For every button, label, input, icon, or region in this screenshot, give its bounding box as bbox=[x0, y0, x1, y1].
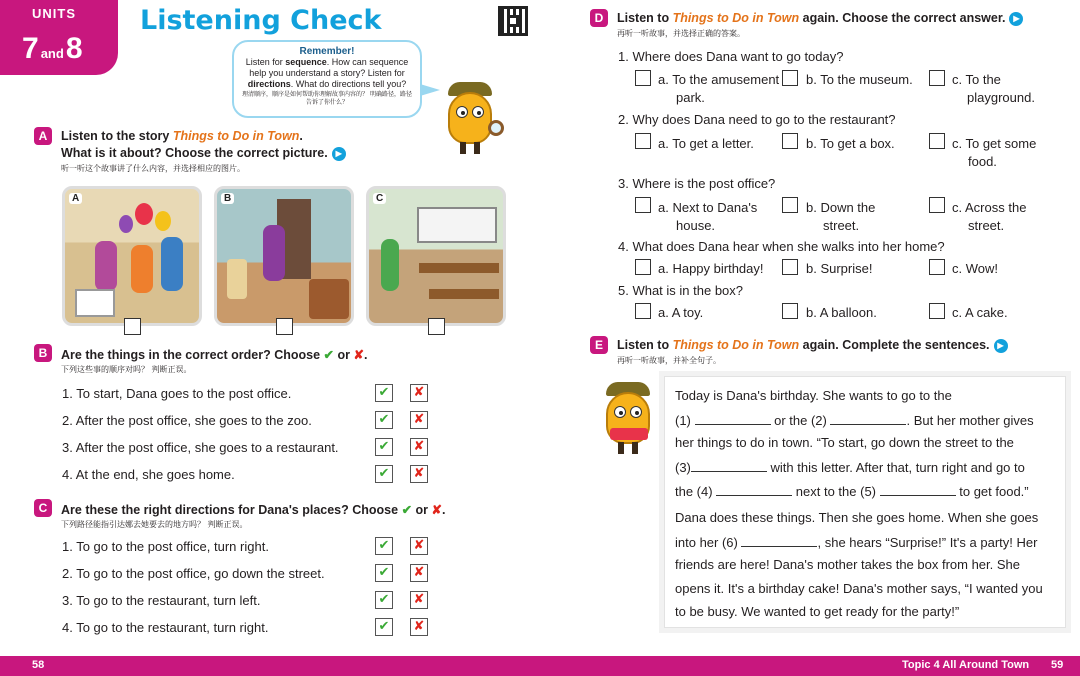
d5-option-b-box[interactable] bbox=[782, 303, 798, 319]
d-question-1: 1. Where does Dana want to go today? bbox=[618, 49, 844, 64]
picture-c-label: C bbox=[373, 193, 386, 204]
unit-a: 7 bbox=[22, 32, 39, 65]
c-item-4: 4. To go to the restaurant, turn right. bbox=[62, 620, 269, 635]
b1-cross-box[interactable]: ✘ bbox=[410, 384, 428, 402]
passage-line-1: Today is Dana's birthday. She wants to go to the bbox=[675, 388, 952, 403]
section-a-chinese: 听一听这个故事讲了什么内容，并选择相应的图片。 bbox=[61, 164, 245, 173]
d3-option-b-box[interactable] bbox=[782, 197, 798, 213]
d3-option-b: b. Down the street. bbox=[806, 200, 876, 233]
d1-option-b-box[interactable] bbox=[782, 70, 798, 86]
section-c-question: Are these the right directions for Dana's places? Choose ✔ or ✘. bbox=[61, 503, 446, 517]
d5-option-a: a. A toy. bbox=[658, 305, 704, 320]
blank-1[interactable] bbox=[695, 412, 771, 425]
remember-title: Remember! bbox=[299, 46, 355, 57]
d5-option-c-box[interactable] bbox=[929, 303, 945, 319]
c1-cross-box[interactable]: ✘ bbox=[410, 537, 428, 555]
d-question-3: 3. Where is the post office? bbox=[618, 176, 776, 191]
passage-line-9: opens it. It's a birthday cake! Dana's mother says, “I wanted you bbox=[675, 581, 1043, 596]
section-d-heading: Listen to Things to Do in Town again. Choose the correct answer. ▶ bbox=[617, 11, 1023, 26]
picture-b-checkbox[interactable] bbox=[276, 318, 293, 335]
d3-option-c: c. Across the street. bbox=[952, 200, 1027, 233]
blank-5[interactable] bbox=[880, 483, 956, 496]
section-e-heading: Listen to Things to Do in Town again. Complete the sentences. ▶ bbox=[617, 338, 1008, 353]
section-e-badge: E bbox=[590, 336, 608, 354]
footer-bar bbox=[0, 656, 1080, 676]
section-a-badge: A bbox=[34, 127, 52, 145]
passage-box bbox=[664, 376, 1066, 628]
d3-option-a-box[interactable] bbox=[635, 197, 651, 213]
d3-option-c-box[interactable] bbox=[929, 197, 945, 213]
blank-4[interactable] bbox=[716, 483, 792, 496]
d4-option-c-box[interactable] bbox=[929, 259, 945, 275]
c-item-2: 2. To go to the post office, go down the street. bbox=[62, 566, 325, 581]
d1-option-a-box[interactable] bbox=[635, 70, 651, 86]
d4-option-a: a. Happy birthday! bbox=[658, 261, 764, 276]
c2-cross-box[interactable]: ✘ bbox=[410, 564, 428, 582]
passage-line-6: Dana does these things. Then she goes home. When she goes bbox=[675, 510, 1039, 525]
d3-option-a: a. Next to Dana's house. bbox=[658, 200, 758, 233]
bubble-tail bbox=[420, 84, 440, 96]
d2-option-b: b. To get a box. bbox=[806, 136, 895, 151]
section-e-chinese: 再听一听故事，并补全句子。 bbox=[617, 356, 721, 365]
picture-a-party[interactable] bbox=[62, 186, 202, 326]
mascot-magnifier-image bbox=[440, 76, 502, 156]
c1-check-box[interactable]: ✔ bbox=[375, 537, 393, 555]
section-c-chinese: 下列路径能指引达娜去她要去的地方吗？ 判断正误。 bbox=[61, 520, 248, 529]
c4-check-box[interactable]: ✔ bbox=[375, 618, 393, 636]
b-item-2: 2. After the post office, she goes to the zoo. bbox=[62, 413, 312, 428]
d1-option-c-box[interactable] bbox=[929, 70, 945, 86]
audio-speaker-icon[interactable]: ▶ bbox=[1009, 12, 1023, 26]
c-item-3: 3. To go to the restaurant, turn left. bbox=[62, 593, 261, 608]
units-label: UNITS bbox=[32, 6, 76, 21]
d4-option-a-box[interactable] bbox=[635, 259, 651, 275]
picture-a-label: A bbox=[69, 193, 82, 204]
passage-line-10: to be busy. We wanted to get ready for the party!” bbox=[675, 604, 960, 619]
section-b-question: Are the things in the correct order? Choose ✔ or ✘. bbox=[61, 348, 368, 362]
section-b-badge: B bbox=[34, 344, 52, 362]
units-number bbox=[22, 32, 83, 66]
passage-line-5: the (4) next to the (5) to get food.” bbox=[675, 484, 1029, 499]
section-c-badge: C bbox=[34, 499, 52, 517]
section-b-chinese: 下列这些事的顺序对吗？ 判断正误。 bbox=[61, 365, 192, 374]
c4-cross-box[interactable]: ✘ bbox=[410, 618, 428, 636]
picture-b-house[interactable] bbox=[214, 186, 354, 326]
d-question-5: 5. What is in the box? bbox=[618, 283, 744, 298]
d1-option-a: a. To the amusement park. bbox=[658, 72, 780, 105]
b2-check-box[interactable]: ✔ bbox=[375, 411, 393, 429]
picture-c-checkbox[interactable] bbox=[428, 318, 445, 335]
picture-b-label: B bbox=[221, 193, 234, 204]
b4-cross-box[interactable]: ✘ bbox=[410, 465, 428, 483]
b3-check-box[interactable]: ✔ bbox=[375, 438, 393, 456]
d2-option-b-box[interactable] bbox=[782, 133, 798, 149]
units-tab bbox=[0, 0, 118, 75]
qr-code-icon[interactable] bbox=[498, 6, 528, 36]
left-page-number: 58 bbox=[32, 659, 45, 671]
mascot-reading-image bbox=[598, 376, 660, 456]
passage-line-4: (3) with this letter. After that, turn right and go to bbox=[675, 460, 1025, 475]
remember-text: Listen for sequence. How can sequence help you understand a story? Listen for directions. What do directions tell you? bbox=[245, 57, 409, 89]
d-question-2: 2. Why does Dana need to go to the restaurant? bbox=[618, 112, 896, 127]
b4-check-box[interactable]: ✔ bbox=[375, 465, 393, 483]
blank-3[interactable] bbox=[691, 459, 767, 472]
b1-check-box[interactable]: ✔ bbox=[375, 384, 393, 402]
d1-option-c: c. To the playground. bbox=[952, 72, 1035, 105]
section-d-chinese: 再听一听故事，并选择正确的答案。 bbox=[617, 29, 745, 38]
d-question-4: 4. What does Dana hear when she walks into her home? bbox=[618, 239, 945, 254]
d2-option-a-box[interactable] bbox=[635, 133, 651, 149]
d4-option-b: b. Surprise! bbox=[806, 261, 873, 276]
b-item-1: 1. To start, Dana goes to the post office. bbox=[62, 386, 292, 401]
d5-option-a-box[interactable] bbox=[635, 303, 651, 319]
passage-line-8: friends are here! Dana's mother takes the box from her. She bbox=[675, 557, 1020, 572]
picture-a-checkbox[interactable] bbox=[124, 318, 141, 335]
d2-option-a: a. To get a letter. bbox=[658, 136, 754, 151]
d5-option-c: c. A cake. bbox=[952, 305, 1008, 320]
d2-option-c-box[interactable] bbox=[929, 133, 945, 149]
section-d-badge: D bbox=[590, 9, 608, 27]
c-item-1: 1. To go to the post office, turn right. bbox=[62, 539, 269, 554]
remember-bubble bbox=[232, 40, 422, 118]
d5-option-b: b. A balloon. bbox=[806, 305, 877, 320]
c2-check-box[interactable]: ✔ bbox=[375, 564, 393, 582]
passage-line-7: into her (6) , she hears “Surprise!” It's a party! Her bbox=[675, 535, 1038, 550]
right-page-number: 59 bbox=[1051, 659, 1064, 671]
page-title: Listening Check bbox=[140, 5, 382, 36]
c3-check-box[interactable]: ✔ bbox=[375, 591, 393, 609]
picture-c-classroom[interactable] bbox=[366, 186, 506, 326]
d1-option-b: b. To the museum. bbox=[806, 72, 913, 87]
magnifier-icon bbox=[488, 120, 504, 136]
blank-2[interactable] bbox=[830, 412, 906, 425]
remember-chinese: 理清顺序，顺序是如何帮助你理解故事内容的？ 明确路径，路径告诉了你什么？ bbox=[242, 91, 412, 106]
d4-option-b-box[interactable] bbox=[782, 259, 798, 275]
audio-speaker-icon[interactable]: ▶ bbox=[994, 339, 1008, 353]
book-icon bbox=[610, 428, 648, 440]
passage-line-2: (1) or the (2) . But her mother gives bbox=[675, 413, 1034, 428]
section-a-line2: What is it about? Choose the correct picture. ▶ bbox=[61, 146, 346, 161]
c3-cross-box[interactable]: ✘ bbox=[410, 591, 428, 609]
topic-label: Topic 4 All Around Town bbox=[902, 659, 1030, 671]
b-item-3: 3. After the post office, she goes to a restaurant. bbox=[62, 440, 339, 455]
blank-6[interactable] bbox=[741, 534, 817, 547]
d4-option-c: c. Wow! bbox=[952, 261, 998, 276]
unit-b: 8 bbox=[65, 32, 83, 65]
audio-speaker-icon[interactable]: ▶ bbox=[332, 147, 346, 161]
passage-line-3: her things to do in town. “To start, go down the street to the bbox=[675, 435, 1014, 450]
b2-cross-box[interactable]: ✘ bbox=[410, 411, 428, 429]
b3-cross-box[interactable]: ✘ bbox=[410, 438, 428, 456]
b-item-4: 4. At the end, she goes home. bbox=[62, 467, 235, 482]
unit-and: and bbox=[40, 46, 64, 61]
section-a-line1: Listen to the story Things to Do in Town. bbox=[61, 129, 303, 143]
d2-option-c: c. To get some food. bbox=[952, 136, 1037, 169]
